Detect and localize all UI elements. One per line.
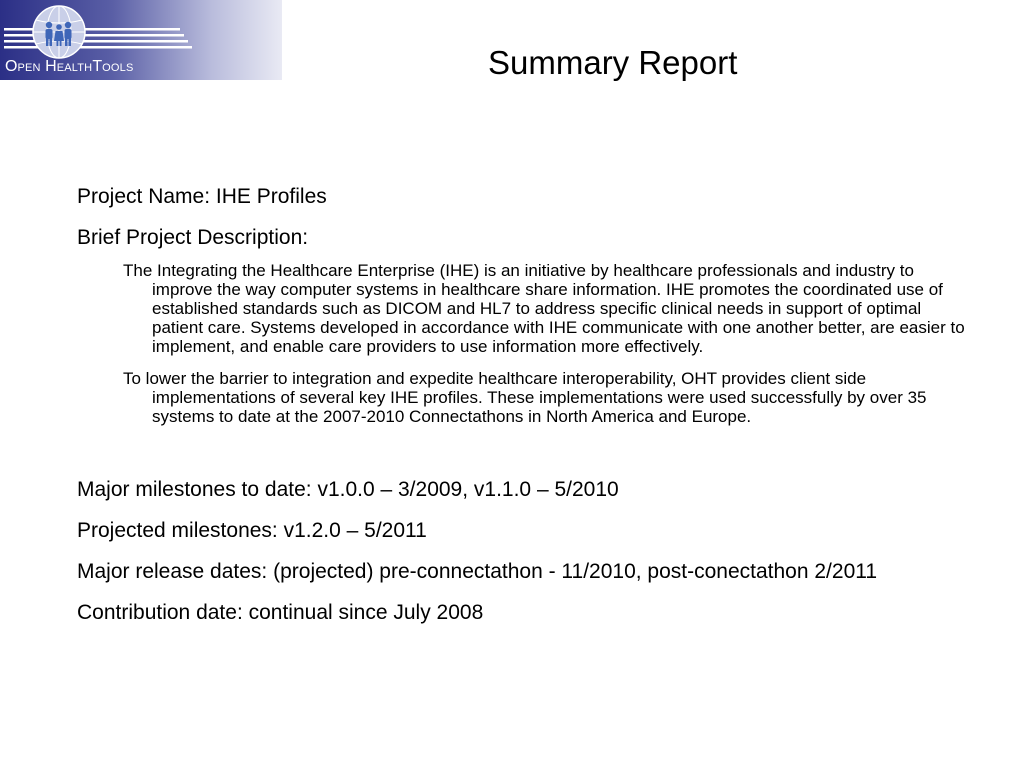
logo-stripe — [4, 28, 180, 31]
major-release-dates: Major release dates: (projected) pre-connectathon - 11/2010, post-conectathon 2/2011 — [77, 560, 878, 583]
description-paragraph: To lower the barrier to integration and expedite healthcare interoperability, OHT provides client side implementations of several key IHE profiles. These implementations were used successfully by over 35 systems to date at the 2007-2010 Connectathons in North America and Europe. — [123, 369, 927, 426]
logo-stripe — [4, 40, 188, 43]
logo-banner — [0, 0, 282, 80]
projected-milestones: Projected milestones: v1.2.0 – 5/2011 — [77, 519, 427, 542]
brief-description-label: Brief Project Description: — [77, 226, 309, 249]
summary-content — [77, 185, 965, 624]
description-paragraph: The Integrating the Healthcare Enterprise (IHE) is an initiative by healthcare professionals and industry to improve the way computer systems in healthcare share information. IHE promotes the coordinated use of established standards such as DICOM and HL7 to address specific clinical needs in support of optimal patient care. Systems developed in accordance with IHE communicate with one another better, are easier to implement, and enable care providers to use information more effectively. — [123, 261, 965, 356]
logo-stripe — [4, 34, 184, 37]
logo-wordmark: OPEN HEALTHTOOLS — [5, 58, 134, 75]
project-name: Project Name: IHE Profiles — [77, 185, 327, 208]
page-title: Summary Report — [488, 44, 738, 81]
major-milestones: Major milestones to date: v1.0.0 – 3/2009, v1.1.0 – 5/2010 — [77, 478, 619, 501]
contribution-date: Contribution date: continual since July 2008 — [77, 601, 484, 624]
logo-stripe — [4, 46, 192, 49]
